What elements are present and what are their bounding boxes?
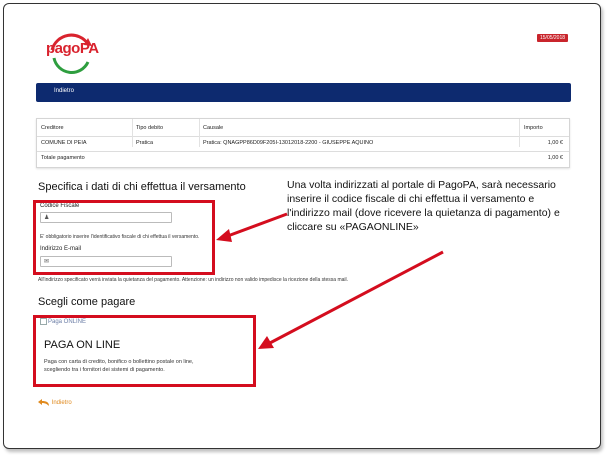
- navbar-back-link[interactable]: Indietro: [54, 88, 75, 94]
- paga-online-description: Paga con carta di credito, bonifico o bollettino postale on line, scegliendo tra i fornitori dei sistemi di pagamento.: [44, 359, 194, 373]
- user-icon: ♟: [44, 215, 50, 221]
- total-label: Totale pagamento: [41, 155, 85, 161]
- codice-fiscale-hint: E' obbligatorio inserire l'identificativo fiscale di chi effettua il versamento.: [40, 234, 200, 240]
- cell-importo: 1,00 €: [547, 140, 563, 146]
- email-hint: All'indirizzo specificato verrà inviata la quietanza del pagamento. Attenzione: un indirizzo non valido impedisce la ricezione della stessa mail.: [38, 277, 349, 283]
- col-header-causale: Causale: [203, 125, 224, 131]
- col-header-tipo-debito: Tipo debito: [136, 125, 164, 131]
- payment-section-title: Scegli come pagare: [38, 296, 136, 308]
- payer-section-title: Specifica i dati di chi effettua il versamento: [38, 181, 246, 193]
- cell-creditore: COMUNE DI PEIA: [41, 140, 87, 146]
- date-badge: 15/05/2018: [537, 34, 568, 42]
- arrow-to-payer-fields: [225, 214, 287, 237]
- paga-online-option-title[interactable]: PAGA ON LINE: [44, 339, 121, 351]
- col-header-creditore: Creditore: [41, 125, 64, 131]
- email-label: Indirizzo E-mail: [40, 246, 82, 252]
- arrow-to-paga-online: [268, 252, 443, 344]
- codice-fiscale-label: Codice Fiscale: [40, 203, 80, 209]
- footer-back-link[interactable]: Indietro: [38, 398, 72, 407]
- col-header-importo: Importo: [524, 125, 543, 131]
- envelope-icon: ✉: [44, 259, 50, 265]
- paga-online-broken-image: Paga ONLINE: [40, 318, 86, 325]
- total-value: 1,00 €: [547, 155, 563, 161]
- cell-tipo-debito: Pratica: [136, 140, 154, 146]
- pagopa-logo-text: pagoPA: [46, 40, 99, 57]
- cell-causale: Pratica: QNAGPP86D09F205I-13012018-2200 - GIUSEPPE AQUINO: [203, 140, 374, 146]
- arrow-head-payer: [216, 229, 232, 242]
- instruction-annotation: Una volta indirizzati al portale di PagoPA, sarà necessario inserire il codice fiscale di chi effettua il versamento e l'indirizzo mail (dove ricevere la quietanza di pagamento) e cliccare su «PAGAONLINE»: [287, 179, 560, 233]
